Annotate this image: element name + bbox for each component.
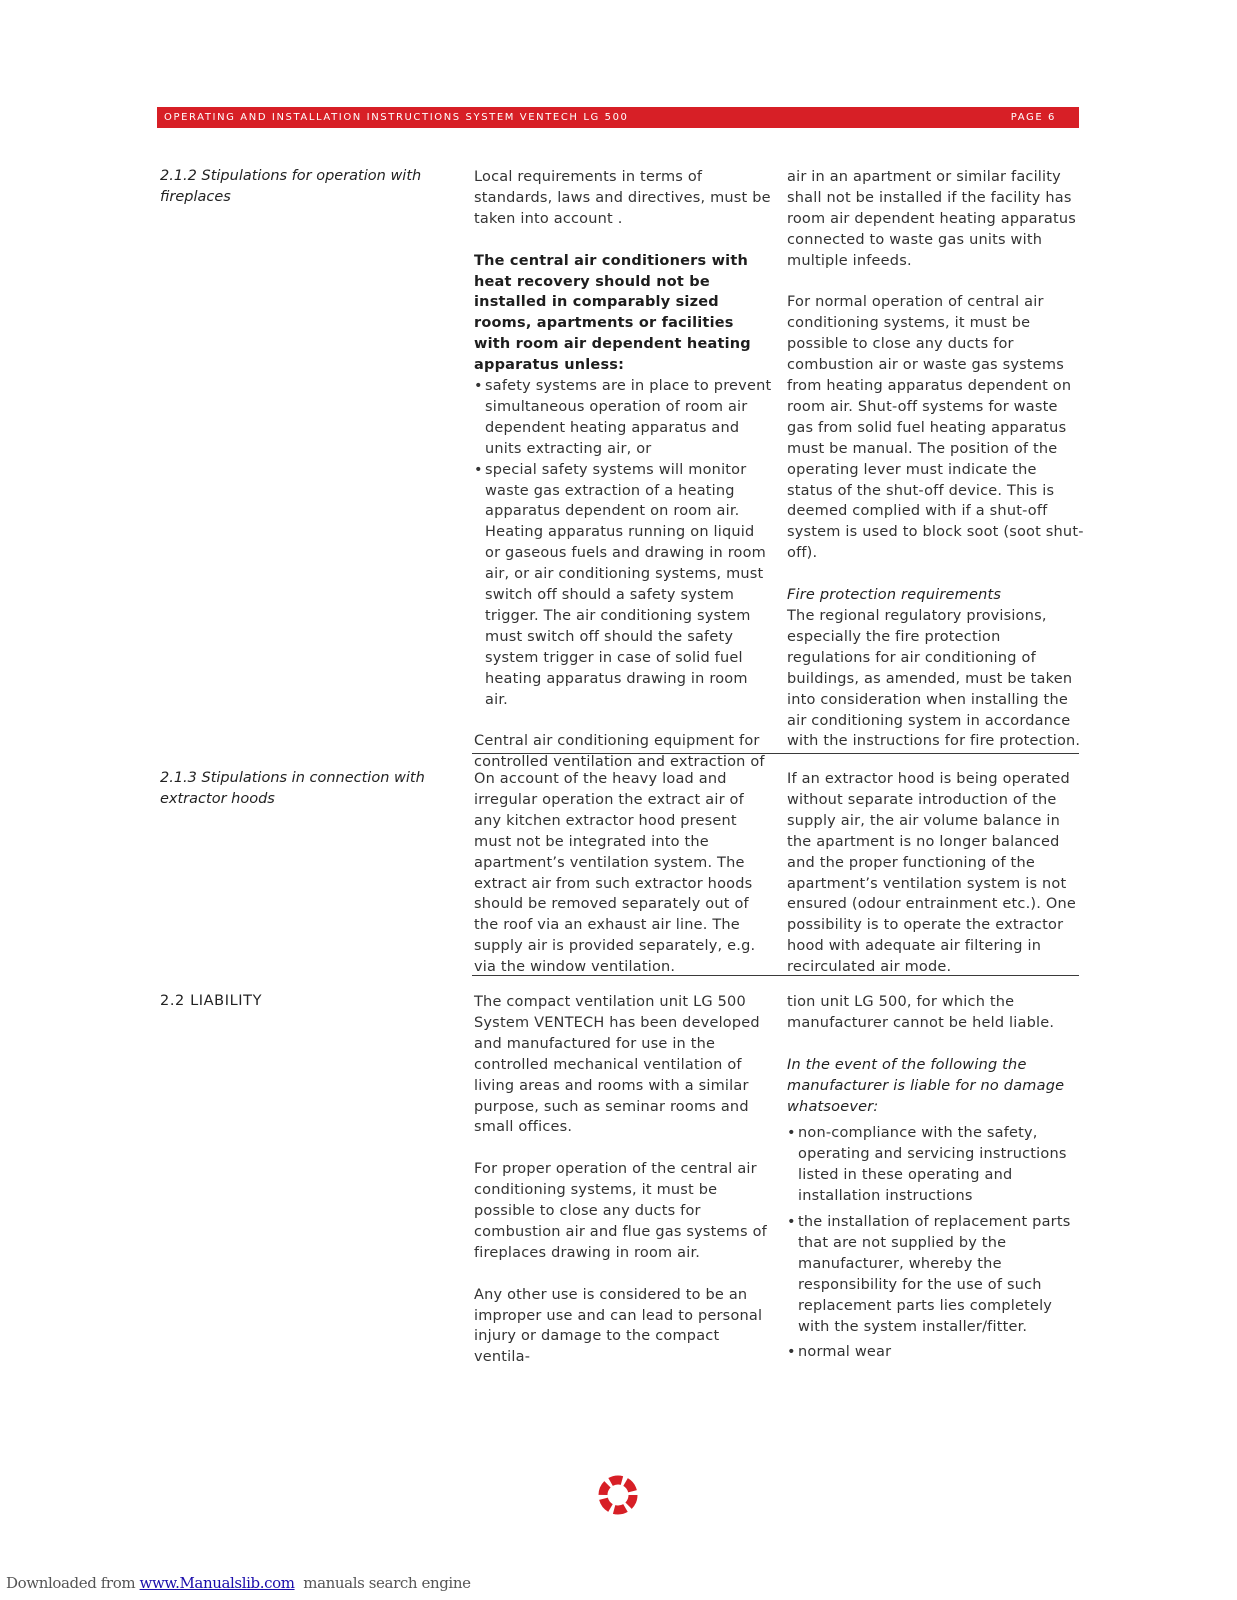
section-2-1-2-column-1 bbox=[474, 167, 774, 773]
section-heading-2-1-2: 2.1.2 Stipulations for operation with fireplaces bbox=[160, 168, 422, 205]
section-2-2-column-2 bbox=[787, 992, 1085, 1368]
footer-prefix: Downloaded from bbox=[6, 1574, 140, 1592]
section-heading-2-1-3: 2.1.3 Stipulations in connection with extractor hoods bbox=[160, 770, 425, 807]
section-2-1-3-column-2 bbox=[787, 769, 1085, 978]
paragraph: Any other use is considered to be an improper use and can lead to personal injury or damage to the compact ventila- bbox=[474, 1286, 763, 1366]
paragraph: For proper operation of the central air conditioning systems, it must be possible to close any ducts for combustion air and flue gas systems of fireplaces drawing in room air. bbox=[474, 1161, 767, 1261]
bold-paragraph: The central air conditioners with heat recovery should not be installed in comparably sized rooms, apartments or facilities with room air dependent heating apparatus unless: bbox=[474, 252, 751, 374]
subheading: In the event of the following the manufacturer is liable for no damage whatsoever: bbox=[787, 1056, 1065, 1115]
list-item: • special safety systems will monitor waste gas extraction of a heating apparatus dependent on room air. Heating apparatus running on liquid or gaseous fuels and drawing in room air, or air conditioning systems, must switch off should a safety system trigger. The air conditioning system must switch off should the safety system trigger in case of solid fuel heating apparatus drawing in room air. bbox=[474, 460, 774, 711]
section-divider bbox=[472, 975, 1079, 976]
footer-suffix: manuals search engine bbox=[294, 1574, 471, 1592]
bullet-list bbox=[474, 376, 774, 711]
section-heading-2-2: 2.2 LIABILITY bbox=[160, 993, 263, 1009]
section-2-1-3-column-1 bbox=[474, 769, 774, 978]
list-item: • the installation of replacement parts that are not supplied by the manufacturer, whereby the responsibility for the use of such replacement parts lies completely with the system installer/fitter. bbox=[787, 1212, 1085, 1337]
manualslib-link[interactable]: www.Manualslib.com bbox=[139, 1574, 295, 1592]
list-item: • non-compliance with the safety, operating and servicing instructions listed in these operating and installation instructions bbox=[787, 1123, 1085, 1207]
bullet-list bbox=[787, 1123, 1085, 1363]
ring-logo-icon bbox=[598, 1475, 638, 1515]
list-item: • safety systems are in place to prevent simultaneous operation of room air dependent heating apparatus and units extracting air, or bbox=[474, 376, 774, 460]
paragraph: For normal operation of central air conditioning systems, it must be possible to close any ducts for combustion air or waste gas systems from heating apparatus dependent on room air. Shut-off systems for waste gas from solid fuel heating apparatus must be manual. The position of the operating lever must indicate the status of the shut-off device. This is deemed complied with if a shut-off system is used to block soot (soot shut-off). bbox=[787, 294, 1084, 562]
section-divider bbox=[472, 753, 1079, 754]
paragraph: air in an apartment or similar facility shall not be installed if the facility has room air dependent heating apparatus connected to waste gas units with multiple infeeds. bbox=[787, 169, 1077, 269]
page-number: PAGE 6 bbox=[1010, 112, 1056, 123]
paragraph: On account of the heavy load and irregular operation the extract air of any kitchen extractor hood present must not be integrated into the apartment’s ventilation system. The extract air from such extractor hoods should be removed separately out of the roof via an exhaust air line. The supply air is provided separately, e.g. via the window ventilation. bbox=[474, 771, 756, 976]
paragraph: The compact ventilation unit LG 500 System VENTECH has been developed and manufactured for use in the controlled mechanical ventilation of living areas and rooms with a similar purpose, such as seminar rooms and small offices. bbox=[474, 994, 760, 1136]
paragraph: The regional regulatory provisions, especially the fire protection regulations for air conditioning of buildings, as amended, must be taken into consideration when installing the air conditioning system in accordance with the instructions for fire protection. bbox=[787, 608, 1081, 750]
list-item: • normal wear bbox=[787, 1342, 1085, 1363]
download-footer bbox=[6, 1574, 471, 1592]
subheading: Fire protection requirements bbox=[787, 587, 1002, 604]
paragraph: Central air conditioning equipment for controlled ventilation and extraction of bbox=[474, 733, 765, 771]
section-2-2-column-1 bbox=[474, 992, 770, 1368]
paragraph: tion unit LG 500, for which the manufacturer cannot be held liable. bbox=[787, 994, 1055, 1031]
document-title: OPERATING AND INSTALLATION INSTRUCTIONS SYSTEM VENTECH LG 500 bbox=[164, 112, 629, 123]
section-2-1-2-column-2 bbox=[787, 167, 1087, 752]
paragraph: If an extractor hood is being operated without separate introduction of the supply air, the air volume balance in the apartment is no longer balanced and the proper functioning of the apartment’s ventilation system is not ensured (odour entrainment etc.). One possibility is to operate the extractor hood with adequate air filtering in recirculated air mode. bbox=[787, 771, 1076, 976]
paragraph: Local requirements in terms of standards, laws and directives, must be taken into account . bbox=[474, 169, 771, 227]
header-bar bbox=[157, 107, 1079, 128]
